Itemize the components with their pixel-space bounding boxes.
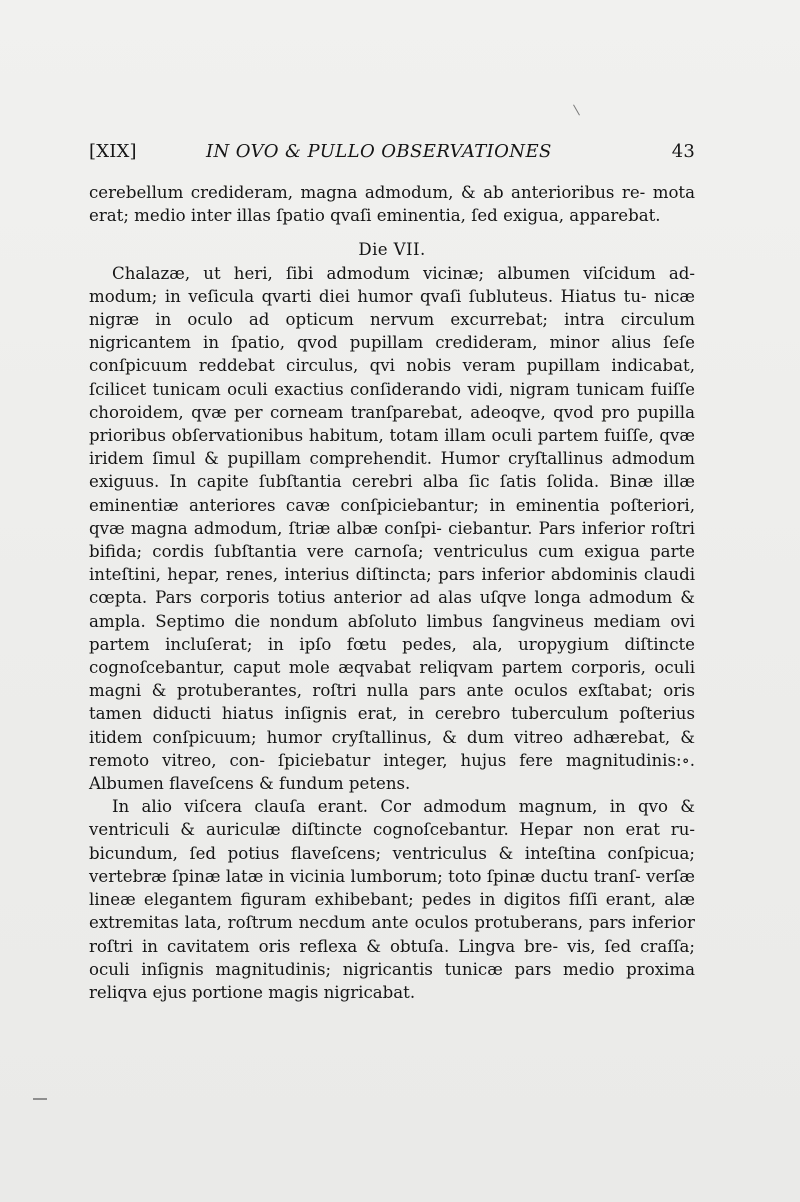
paragraph-second-egg: In alio viſcera clauſa erant. Cor admodum magnum, in qvo & ventriculi & auriculæ diſtincte cognoſcebantur. Hepar non erat ru- bicundum, ſed potius flaveſcens; ventriculus & inteſtina conſpicua; vertebræ ſpinæ latæ in vicinia lumborum; toto ſpinæ ductu tranſ- verſæ lineæ elegantem figuram exhibebant; pedes in digitos fiſſi erant, alæ extremitas lata, roſtrum necdum ante oculos protuberans, pars inferior roſtri in cavitatem oris reflexa & obtuſa. Lingva bre- vis, ſed craſſa; oculi inſignis magnitudinis; nigricantis tunicæ pars medio proxima reliqva ejus portione magis nigricabat. (89, 797, 695, 1002)
stray-mark (573, 105, 580, 116)
paragraph-day-seven: Chalazæ, ut heri, ſibi admodum vicinæ; albumen viſcidum ad- modum; in veſicula qvarti diei humor qvaſi ſubluteus. Hiatus tu- nicæ nigræ in oculo ad opticum nervum excurrebat; intra circulum nigricantem in ſpatio, qvod pupillam credideram, minor alius ſeſe conſpicuum reddebat circulus, qvi nobis veram pupillam indicabat, ſcilicet tunicam oculi exactius conſiderando vidi, nigram tunicam fuiſſe choroidem, qvæ per corneam tranſparebat, adeoqve, qvod pro pupilla prioribus obſervationibus habitum, totam illam oculi partem fuiſſe, qvæ iridem ſimul & pupillam comprehendit. Humor cryſtallinus admodum exiguus. In capite ſubſtantia cerebri alba ſic ſatis ſolida. Binæ illæ eminentiæ anteriores cavæ conſpiciebantur; in eminentia poſteriori, qvæ magna admodum, ſtriæ albæ conſpi- ciebantur. Pars inferior roſtri bifida; cordis ſubſtantia vere carnoſa; ventriculus cum exigua parte inteſtini, hepar, renes, interius diſtincta; pars inferior abdominis claudi cœpta. Pars corporis totius anterior ad alas uſqve longa admodum & ampla. Septimo die nondum abſoluto limbus ſangvineus mediam ovi partem incluſerat; in ipſo fœtu pedes, ala, uropygium diſtincte cognoſcebantur, caput mole æqvabat reliqvam partem corporis, oculi magni & protuberantes, roſtri nulla pars ante oculos exſtabat; oris tamen diducti hiatus inſignis erat, in cerebro tuberculum poſterius itidem conſpicuum; humor cryſtallinus, & dum vitreo adhærebat, & remoto vitreo, con- ſpiciebatur integer, hujus fere magnitudinis:∘. Albumen flaveſcens & fundum petens. (89, 263, 695, 794)
running-title: IN OVO & PULLO OBSERVATIONES (206, 141, 552, 162)
body-text (89, 181, 695, 1004)
day-heading: Die VII. (358, 240, 426, 260)
page-header (89, 141, 695, 169)
paragraph-continued: cerebellum credideram, magna admodum, & ab anterioribus re- mota erat; medio inter illas ſpatio qvaſi eminentia, ſed exigua, apparebat. (89, 183, 695, 226)
section-number: [XIX] (89, 141, 137, 162)
stray-dash (33, 1098, 47, 1100)
page-number: 43 (671, 141, 695, 162)
